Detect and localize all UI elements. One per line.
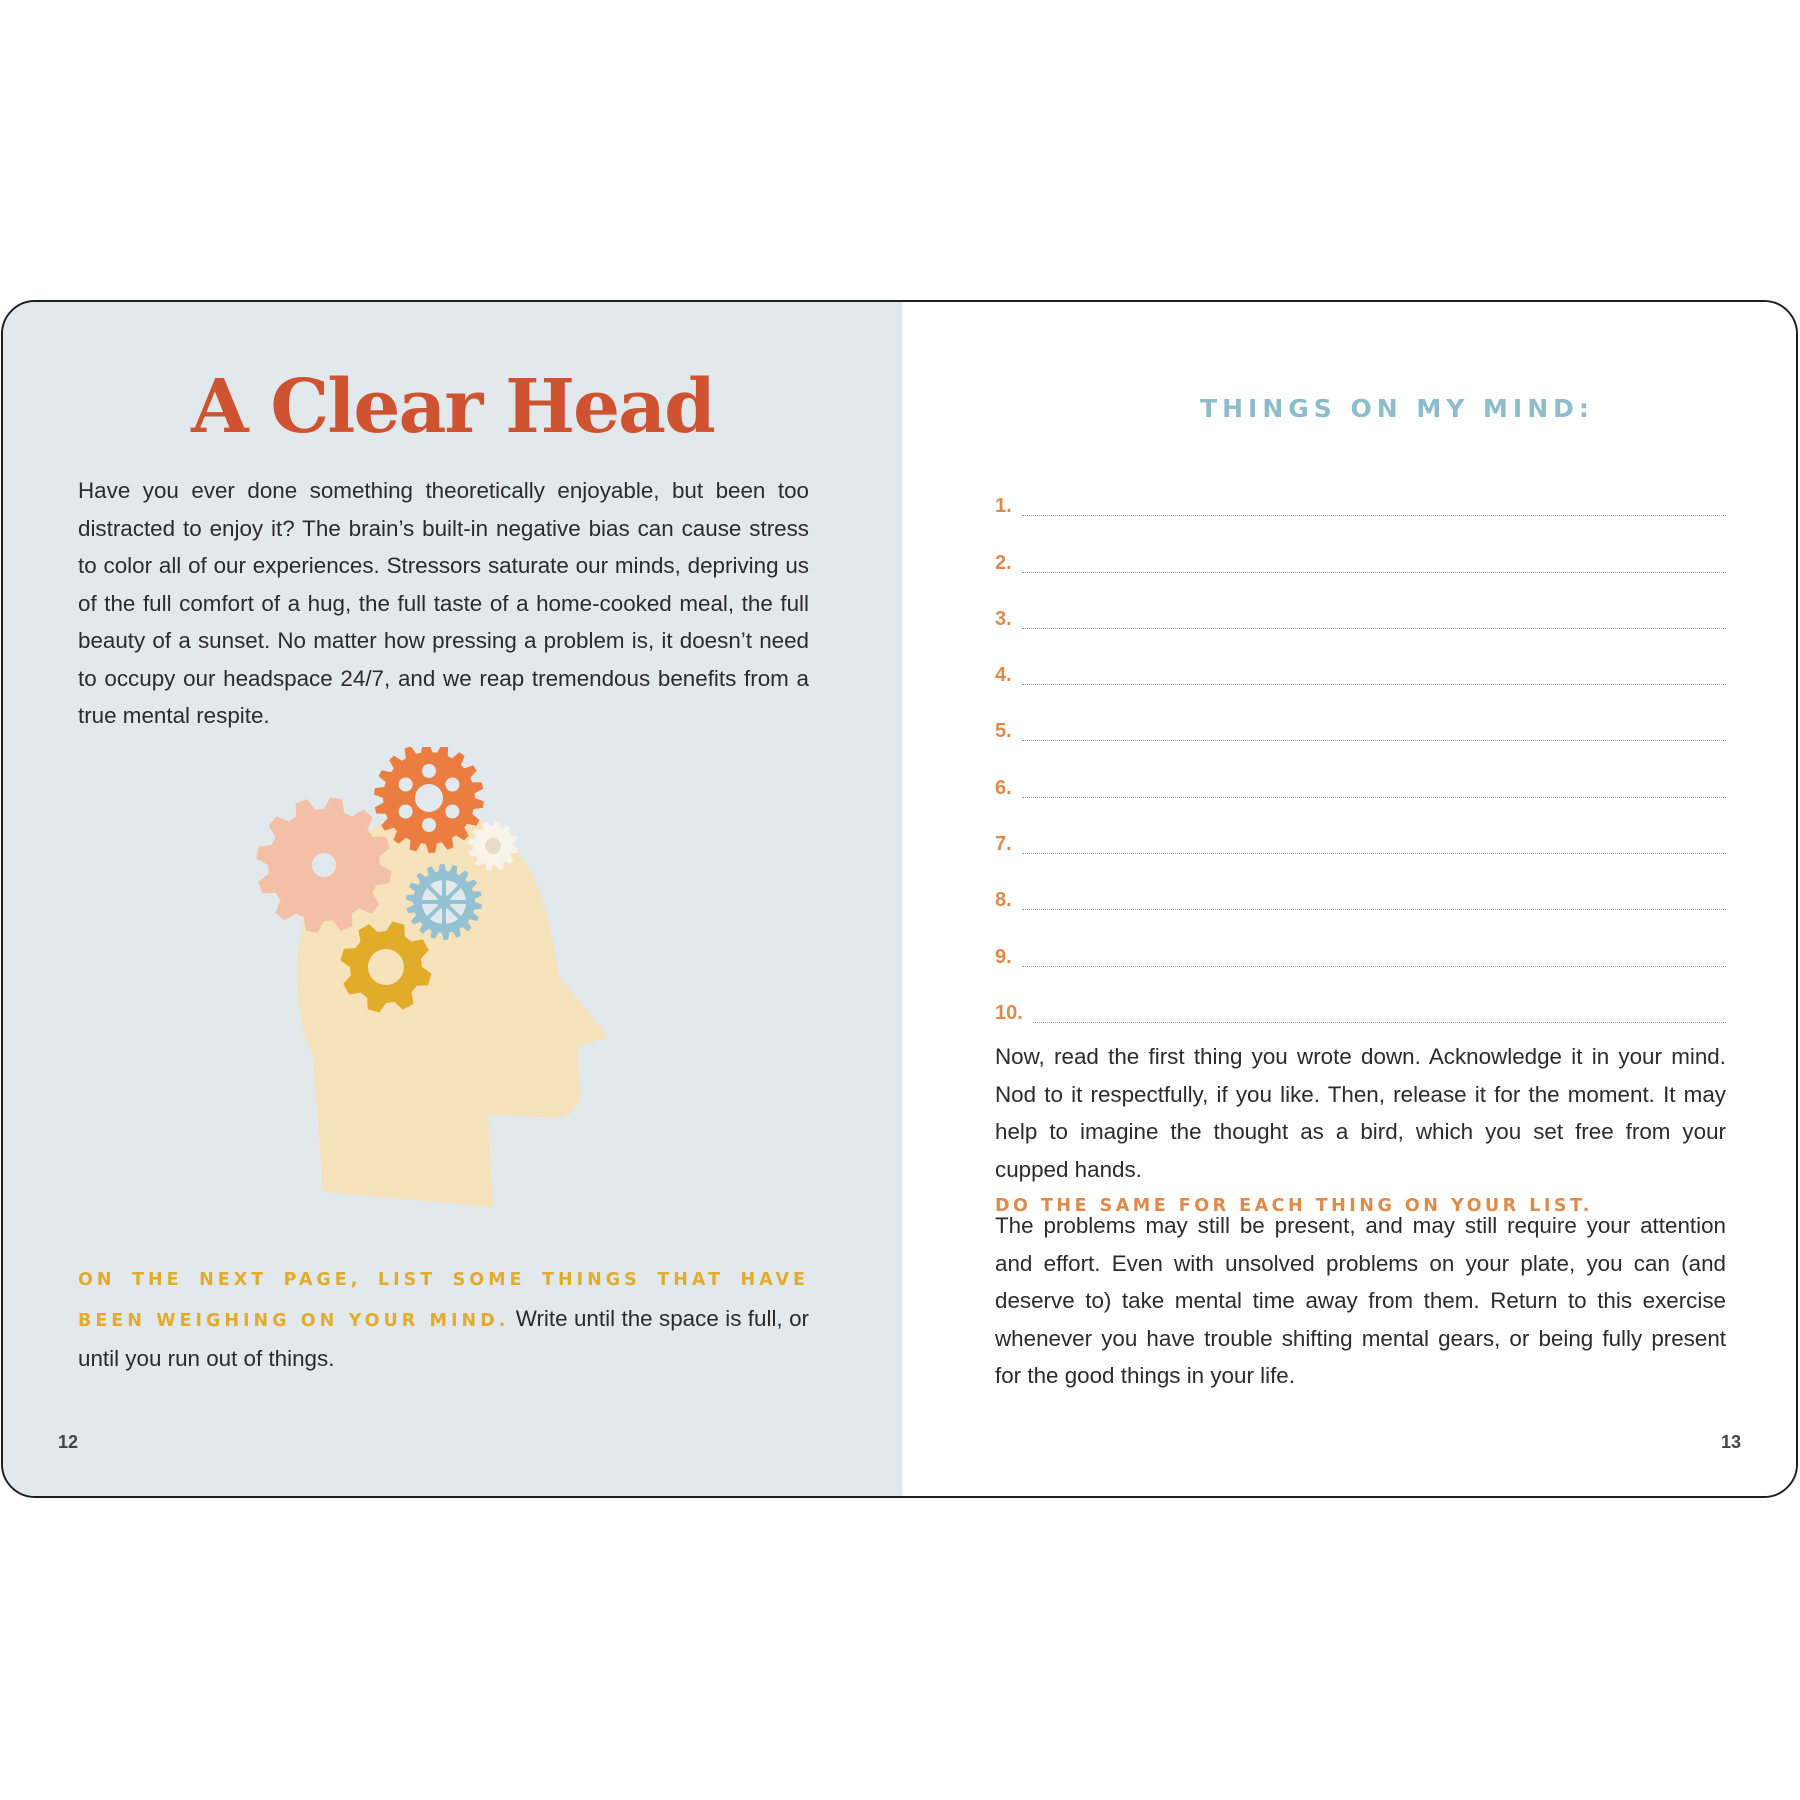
right-page	[902, 302, 1796, 1496]
next-page-note	[78, 1259, 809, 1378]
left-page	[3, 302, 902, 1496]
list-number: 4.	[995, 664, 1012, 687]
instruction-text: Now, read the first thing you wrote down. Acknowledge it in your mind. Nod to it respectfully, if you like. Then, release it for the moment. It may help to imagine the thought as a bird, which you set free from your cupped hands.	[995, 1044, 1726, 1182]
list-item[interactable]	[995, 743, 1726, 799]
list-item[interactable]	[995, 912, 1726, 968]
instruction-paragraph	[995, 1038, 1726, 1226]
list-heading: THINGS ON MY MIND:	[1200, 394, 1594, 423]
closing-paragraph: The problems may still be present, and may still require your attention and effort. Even with unsolved problems on your plate, you can (and deserve to) take mental time away from them. Return to this exercise whenever you have trouble shifting mental gears, or being fully present for the good things in your life.	[995, 1213, 1726, 1388]
page-number-left: 12	[58, 1432, 79, 1452]
list-number: 7.	[995, 833, 1012, 856]
list-item[interactable]	[995, 856, 1726, 912]
list-number: 6.	[995, 776, 1012, 799]
list-number: 8.	[995, 889, 1012, 912]
list-item[interactable]	[995, 969, 1726, 1025]
page-number-right: 13	[1720, 1432, 1741, 1452]
things-list	[995, 462, 1726, 1025]
instruction-emphasis: DO THE SAME FOR EACH THING ON YOUR LIST.	[995, 1196, 1593, 1216]
gear-small-cream	[468, 821, 518, 871]
list-item[interactable]	[995, 462, 1726, 518]
head-gears-illustration	[248, 747, 628, 1207]
list-item[interactable]	[995, 631, 1726, 687]
note-text: Write until the space is full, or until you run out of things.	[78, 1305, 809, 1371]
writing-line[interactable]	[1022, 796, 1726, 798]
list-item[interactable]	[995, 687, 1726, 743]
writing-line[interactable]	[1022, 965, 1726, 967]
note-emphasis: ON THE NEXT PAGE, LIST SOME THINGS THAT HAVE BEEN WEIGHING ON YOUR MIND.	[78, 1270, 809, 1331]
intro-paragraph: Have you ever done something theoretically enjoyable, but been too distracted to enjoy it? The brain’s built-in negative bias can cause stress to color all of our experiences. Stressors saturate our minds, depriving us of the full comfort of a hug, the full taste of a home-cooked meal, the full beauty of a sunset. No matter how pressing a problem is, it doesn’t need to occupy our headspace 24/7, and we reap tremendous benefits from a true mental respite.	[78, 478, 809, 728]
writing-line[interactable]	[1033, 1021, 1726, 1023]
writing-line[interactable]	[1022, 514, 1726, 516]
writing-line[interactable]	[1022, 739, 1726, 741]
writing-line[interactable]	[1022, 852, 1726, 854]
list-item[interactable]	[995, 575, 1726, 631]
book-spread	[1, 300, 1798, 1498]
list-number: 5.	[995, 720, 1012, 743]
list-number: 2.	[995, 551, 1012, 574]
list-number: 9.	[995, 945, 1012, 968]
writing-line[interactable]	[1022, 683, 1726, 685]
writing-line[interactable]	[1022, 627, 1726, 629]
page-title: A Clear Head	[191, 364, 714, 450]
list-number: 1.	[995, 495, 1012, 518]
writing-line[interactable]	[1022, 571, 1726, 573]
list-number: 10.	[995, 1001, 1023, 1024]
list-number: 3.	[995, 607, 1012, 630]
list-item[interactable]	[995, 800, 1726, 856]
gear-large-pink	[256, 797, 391, 932]
list-item[interactable]	[995, 518, 1726, 574]
writing-line[interactable]	[1022, 908, 1726, 910]
